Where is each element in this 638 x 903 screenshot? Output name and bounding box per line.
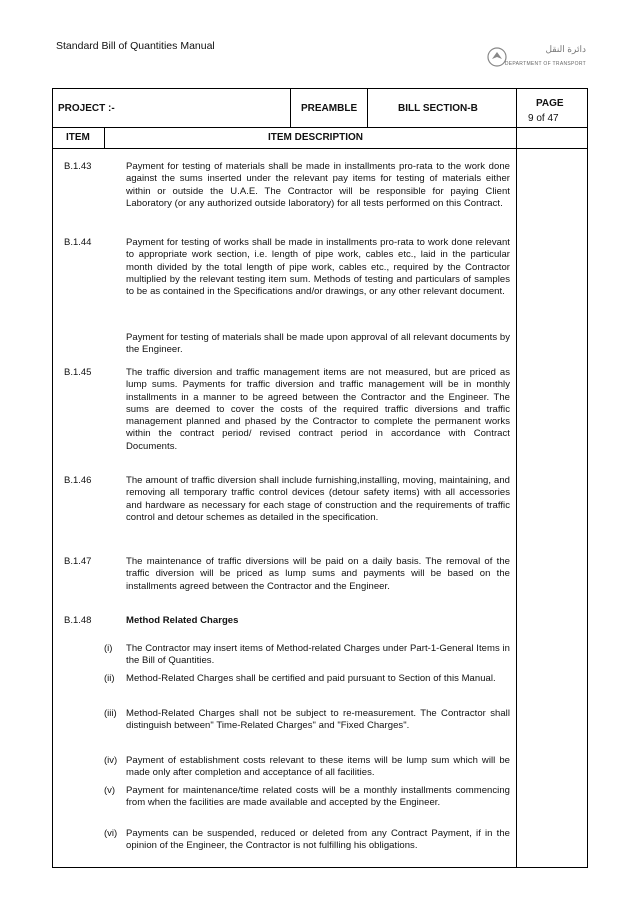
subitem-text: Method-Related Charges shall be certified and paid pursuant to Section of this Manual. xyxy=(126,673,496,684)
header-separator-2 xyxy=(367,88,368,127)
subitem-number: (iii) xyxy=(104,708,117,719)
column-header-divider xyxy=(52,148,588,149)
header-divider xyxy=(52,127,588,128)
subitem-text: Payments can be suspended, reduced or deleted from any Contract Payment, if in the opinion of the Engineer, the Contractor is not fulfilling his obligations. xyxy=(126,828,510,852)
item-ref: B.1.46 xyxy=(64,475,92,486)
item-description: Payment for testing of materials shall be made in installments pro-rata to the work done against the sums inserted under the relevant pay items for testing of materials either within or outside the U.A.E. The Contractor will be responsible for paying Client Laboratory (or any authorized outside laboratory) for all tests performed on this Contract. xyxy=(126,161,510,209)
page-label: PAGE xyxy=(536,98,564,109)
subitem-text: Payment of establishment costs relevant to these items will be lump sum which will be made only after completion and acceptance of all facilities. xyxy=(126,755,510,779)
item-ref: B.1.45 xyxy=(64,367,92,378)
page-number: 9 of 47 xyxy=(528,113,559,124)
subitem-text: Method-Related Charges shall not be subject to re-measurement. The Contractor shall distinguish between" Time-Related Charges" and "Fixed Charges". xyxy=(126,708,510,732)
item-ref: B.1.48 xyxy=(64,615,92,626)
document-header-title: Standard Bill of Quantities Manual xyxy=(56,40,215,52)
subitem-number: (ii) xyxy=(104,673,115,684)
page-column-separator xyxy=(516,88,517,868)
subitem-number: (vi) xyxy=(104,828,118,839)
item-column-header: ITEM xyxy=(66,132,90,143)
logo-english-text: DEPARTMENT OF TRANSPORT xyxy=(504,61,586,67)
subitem-text: The Contractor may insert items of Method-related Charges under Part-1-General Items in the Bill of Quantities. xyxy=(126,643,510,667)
item-description: Payment for testing of works shall be made in installments pro-rata to work done relevant to appropriate work section, i.e. length of pipe work, cables etc., laid in the particular month divided by the total length of pipe work, cables etc., required by the Contractor multiplied by the relevant testing item sum. Methods of testing and particulars of samples to be as contained in the Specifications and/or drawings, or any other relevant document. xyxy=(126,237,510,298)
preamble-label: PREAMBLE xyxy=(301,103,358,114)
department-of-transport-logo xyxy=(486,44,586,72)
item-description: The traffic diversion and traffic management items are not measured, but are priced as lump sums. Payments for traffic diversion and traffic management will be in monthly installments in a manner to be agreed between the Contractor and the Engineer. The sums are deemed to cover the costs of the required traffic diversions and traffic management planned and phased by the Contractor to complete the permanent works within the contract period/ revised contract period in accordance with Contract Documents. xyxy=(126,367,510,452)
header-separator-1 xyxy=(290,88,291,127)
subitem-number: (i) xyxy=(104,643,113,654)
description-column-header: ITEM DESCRIPTION xyxy=(268,132,364,143)
subitem-number: (v) xyxy=(104,785,116,796)
item-column-separator xyxy=(104,127,105,148)
item-ref: B.1.47 xyxy=(64,556,92,567)
item-description: Payment for testing of materials shall be made upon approval of all relevant documents by the Engineer. xyxy=(126,332,510,356)
subitem-number: (iv) xyxy=(104,755,118,766)
logo-arabic-text: دائرة النقل xyxy=(545,44,586,54)
bill-section-label: BILL SECTION-B xyxy=(398,103,478,114)
item-heading: Method Related Charges xyxy=(126,615,239,626)
project-label: PROJECT :- xyxy=(58,103,115,114)
item-ref: B.1.43 xyxy=(64,161,92,172)
item-description: The maintenance of traffic diversions will be paid on a daily basis. The removal of the traffic diversion will be priced as lump sums and payments will be based on the installments agreed between the Contractor and the Engineer. xyxy=(126,556,510,592)
subitem-text: Payment for maintenance/time related costs will be a monthly installments commencing from when the facilities are made available and accepted by the Engineer. xyxy=(126,785,510,809)
item-ref: B.1.44 xyxy=(64,237,92,248)
item-description: The amount of traffic diversion shall include furnishing,installing, moving, maintaining, and removing all temporary traffic control devices (detour safety items) with all accessories and hardware as necessary for each stage of construction and the requirements of traffic control and detour schemes as detailed in the specification. xyxy=(126,475,510,523)
